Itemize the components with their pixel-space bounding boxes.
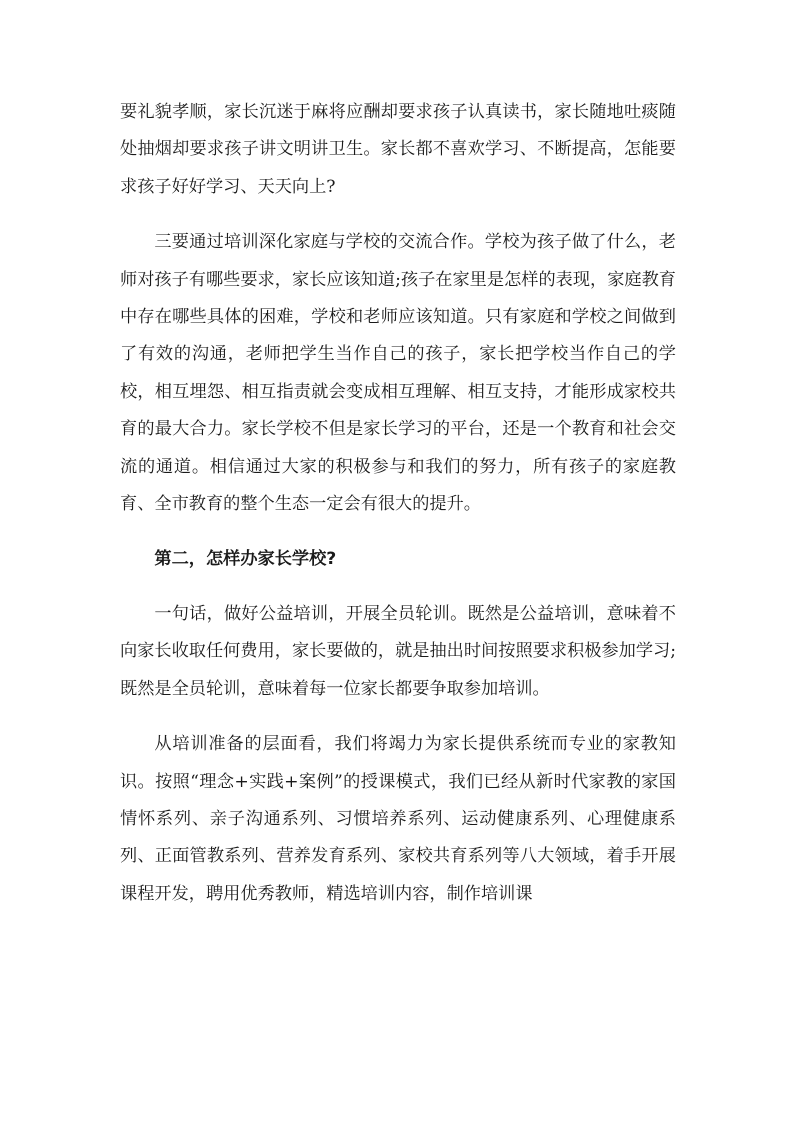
paragraph-training-preparation: 从培训准备的层面看，我们将竭力为家长提供系统而专业的家教知识。按照“理念+实践+案例”的授课模式，我们已经从新时代家教的家国情怀系列、亲子沟通系列、习惯培养系列、运动健康系列、心理健康系列、正面管教系列、营养发育系列、家校共育系列等八大领域，着手开展课程开发，聘用优秀教师，精选培训内容，制作培训课 bbox=[120, 734, 676, 904]
paragraph-home-school-cooperation: 三要通过培训深化家庭与学校的交流合作。学校为孩子做了什么，老师对孩子有哪些要求，家长应该知道;孩子在家里是怎样的表现，家庭教育中存在哪些具体的困难，学校和老师应该知道。只有家庭和学校之间做到了有效的沟通，老师把学生当作自己的孩子，家长把学校当作自己的学校，相互埋怨、相互指责就会变成相互理解、相互支持，才能形成家校共育的最大合力。家长学校不但是家长学习的平台，还是一个教育和社会交流的通道。相信通过大家的积极参与和我们的努力，所有孩子的家庭教育、全市教育的整个生态一定会有很大的提升。 bbox=[120, 232, 676, 515]
paragraph-public-training: 一句话，做好公益培训，开展全员轮训。既然是公益培训，意味着不向家长收取任何费用，家长要做的，就是抽出时间按照要求积极参加学习;既然是全员轮训，意味着每一位家长都要争取参加培训。 bbox=[120, 603, 676, 699]
paragraph-continued: 要礼貌孝顺，家长沉迷于麻将应酬却要求孩子认真读书，家长随地吐痰随处抽烟却要求孩子讲文明讲卫生。家长都不喜欢学习、不断提高，怎能要求孩子好好学习、天天向上? bbox=[120, 102, 676, 197]
document-body bbox=[120, 94, 676, 931]
section-heading: 第二，怎样办家长学校? bbox=[154, 549, 337, 570]
